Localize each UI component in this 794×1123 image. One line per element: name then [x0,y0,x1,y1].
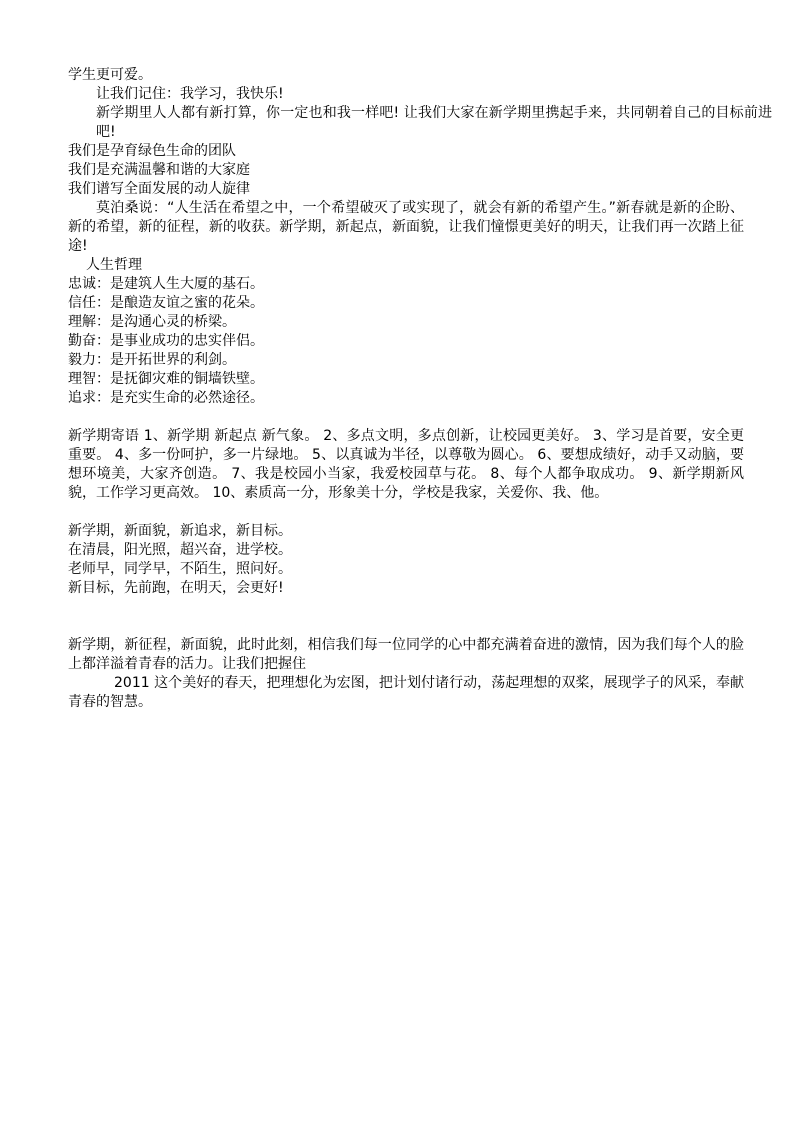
spacer [68,408,744,427]
spacer [68,598,744,636]
text-line: 我们是充满温馨和谐的大家庭 [68,162,250,178]
paragraph-text: 新学期，新征程，新面貌，此时此刻，相信我们每一位同学的心中都充满着奋进的激情，因为我们每个人的脸上都洋溢着青春的活力。让我们把握住 [68,637,744,672]
list-item: 勤奋：是事业成功的忠实伴侣。 [68,333,264,349]
list-item: 毅力：是开拓世界的利剑。 [68,352,236,368]
paragraph-text: 莫泊桑说：“人生活在希望之中，一个希望破灭了或实现了，就会有新的希望产生。”新春就是新的企盼、新的希望，新的征程，新的收获。新学期，新起点，新面貌，让我们憧憬更美好的明天，让我们再一次踏上征途! [68,200,744,254]
spacer [68,503,744,522]
list-item: 忠诚：是建筑人生大厦的基石。 [68,276,264,292]
list-item: 理解：是沟通心灵的桥梁。 [68,314,236,330]
document-page [68,66,772,712]
poem-line: 新目标，先前跑，在明天，会更好! [68,580,284,596]
text-line: 学生更可爱。 [68,67,152,83]
paragraph-text: 新学期寄语 1、新学期 新起点 新气象。 2、多点文明，多点创新，让校园更美好。 3、学习是首要，安全更重要。 4、多一份呵护，多一片绿地。 5、以真诚为半径，以尊敬为圆心。 6、要想成绩好，动手又动脑，要想环境美，大家齐创造。 7、我是校园小当家，我爱校园草与花。 8、每个人都争取成功。 9、新学期新风貌，工作学习更高效。 10、素质高一分，形象美十分，学校是我家，关爱你、我、他。 [68,428,744,501]
paragraph [68,199,744,256]
section-heading: 人生哲理 [86,257,142,273]
poem-line: 新学期，新面貌，新追求，新目标。 [68,523,292,539]
slogans-paragraph [68,427,744,503]
text-line: 我们是孕育绿色生命的团队 [68,143,236,159]
list-item: 追求：是充实生命的必然途径。 [68,390,264,406]
list-item: 理智：是抚御灾难的铜墙铁壁。 [68,371,264,387]
list-item: 信任：是酿造友谊之蜜的花朵。 [68,295,264,311]
closing-paragraph [68,636,744,674]
closing-paragraph [68,674,744,712]
paragraph [68,104,772,142]
poem-line: 老师早，同学早，不陌生，照问好。 [68,561,292,577]
text-line: 我们谱写全面发展的动人旋律 [68,181,250,197]
paragraph-text: 新学期里人人都有新打算，你一定也和我一样吧! 让我们大家在新学期里携起手来，共同朝着自己的目标前进吧! [96,105,772,140]
poem-line: 在清晨，阳光照，超兴奋，进学校。 [68,542,292,558]
text-line: 让我们记住：我学习，我快乐! [96,86,284,102]
paragraph-text: 2011 这个美好的春天，把理想化为宏图，把计划付诸行动，荡起理想的双桨，展现学子的风采，奉献青春的智慧。 [68,675,744,710]
